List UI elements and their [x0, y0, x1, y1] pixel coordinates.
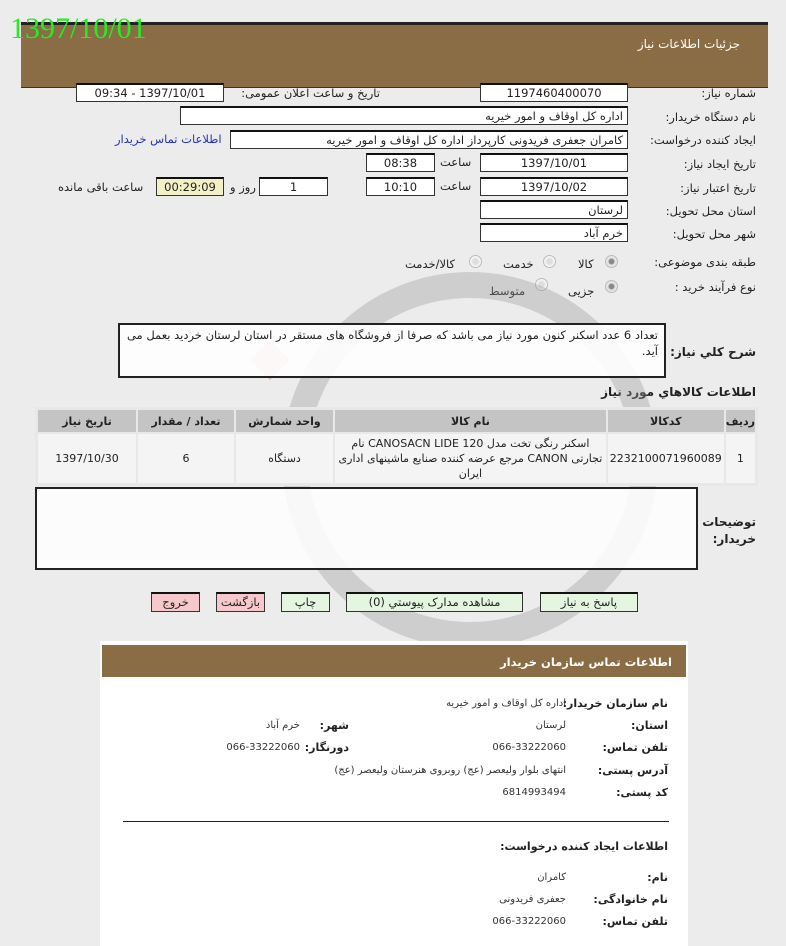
col-qty: تعداد / مقدار	[137, 409, 235, 433]
buyer-contact-card	[100, 641, 688, 946]
date-stamp: 1397/10/01	[10, 12, 147, 45]
category-radio-both[interactable]	[469, 255, 482, 268]
days-label: روز و	[230, 180, 256, 194]
phone-label: تلفن تماس:	[602, 741, 668, 754]
process-label: نوع فرآیند خرید :	[674, 280, 756, 294]
buyer-contact-link[interactable]: اطلاعات تماس خریدار	[115, 132, 222, 146]
creator-phone-value: 066-33222060	[492, 916, 566, 927]
category-option-goods: کالا	[578, 257, 594, 271]
col-code: کدکالا	[607, 409, 725, 433]
contact-card-title: اطلاعات تماس سازمان خریدار	[102, 645, 686, 677]
public-date-field: 1397/10/01 - 09:34	[76, 83, 224, 102]
print-button[interactable]: چاپ	[281, 592, 330, 612]
creator-phone-label: تلفن تماس:	[602, 915, 668, 928]
create-time-label: ساعت	[440, 155, 472, 169]
category-label: طبقه بندی موضوعی:	[654, 255, 756, 269]
category-radio-goods[interactable]	[605, 255, 618, 268]
cell-name: اسکنر رنگی تخت مدل CANOSACN LIDE 120 نام تجارتی CANON مرجع عرضه کننده صنایع ماشینهای اداری ایران	[334, 433, 607, 484]
cell-date: 1397/10/30	[37, 433, 137, 484]
create-time-field: 08:38	[366, 153, 435, 172]
family-value: جعفری فریدونی	[499, 894, 566, 905]
reply-button[interactable]: پاسخ به نیاز	[540, 592, 638, 612]
goods-section-title: اطلاعات كالاهاي مورد نیاز	[601, 385, 756, 399]
category-radio-service[interactable]	[543, 255, 556, 268]
creator-label: ایجاد کننده درخواست:	[650, 133, 756, 147]
page-title: جزئیات اطلاعات نیاز	[637, 37, 740, 51]
need-number-label: شماره نیاز:	[701, 86, 756, 100]
col-unit: واحد شمارش	[235, 409, 334, 433]
address-label: آدرس پستی:	[597, 764, 668, 777]
postal-label: کد پستی:	[616, 786, 668, 799]
buyer-notes-label: توضیحات خریدار:	[702, 515, 756, 546]
goods-table-wrap	[35, 407, 758, 486]
remaining-time-field: 00:29:09	[156, 177, 224, 196]
col-date: تاریخ نیاز	[37, 409, 137, 433]
province-value: لرستان	[535, 720, 566, 731]
valid-date-field: 1397/10/02	[480, 177, 628, 196]
org-label: نام سازمان خریدار:	[562, 697, 668, 710]
col-name: نام کالا	[334, 409, 607, 433]
name-value: کامران	[537, 872, 566, 883]
category-option-service: خدمت	[503, 257, 534, 271]
remaining-label: ساعت باقی مانده	[58, 180, 144, 194]
cell-qty: 6	[137, 433, 235, 484]
city-field: خرم آباد	[480, 223, 628, 242]
creator-field: کامران جعفری فریدونی کارپرداز اداره کل اوقاف و امور خیریه	[230, 130, 628, 149]
province-label: استان:	[631, 719, 668, 732]
phone-value: 066-33222060	[492, 742, 566, 753]
postal-value: 6814993494	[502, 787, 566, 798]
valid-time-label: ساعت	[440, 179, 472, 193]
fax-label: دورنگار:	[304, 741, 349, 754]
family-label: نام خانوادگی:	[593, 893, 668, 906]
table-row	[37, 433, 756, 484]
divider	[123, 821, 669, 822]
fax-value: 066-33222060	[226, 742, 300, 753]
org-value: اداره کل اوقاف و امور خیریه	[446, 698, 566, 709]
province-field: لرستان	[480, 200, 628, 219]
process-option-minor: جزیی	[568, 284, 595, 298]
goods-table	[36, 408, 757, 485]
description-label: شرح کلي نیاز:	[670, 345, 756, 359]
process-option-medium: متوسط	[489, 284, 526, 298]
address-value: انتهای بلوار ولیعصر (عج) روبروی هنرستان ولیعصر (عج)	[334, 765, 566, 776]
city-value: خرم آباد	[265, 720, 300, 731]
buyer-org-label: نام دستگاه خریدار:	[665, 110, 756, 124]
province-label: استان محل تحویل:	[665, 204, 756, 218]
table-header-row	[37, 409, 756, 433]
cell-row: 1	[725, 433, 756, 484]
col-row: ردیف	[725, 409, 756, 433]
buyer-org-field: اداره کل اوقاف و امور خیریه	[180, 106, 628, 125]
create-date-label: تاریخ ایجاد نیاز:	[683, 157, 756, 171]
cell-code: 2232100071960089	[607, 433, 725, 484]
cell-unit: دستگاه	[235, 433, 334, 484]
city-label: شهر محل تحویل:	[672, 227, 756, 241]
valid-date-label: تاریخ اعتبار نیاز:	[680, 181, 756, 195]
city-label: شهر:	[319, 719, 349, 732]
public-date-label: تاریخ و ساعت اعلان عمومی:	[241, 86, 380, 100]
create-date-field: 1397/10/01	[480, 153, 628, 172]
back-button[interactable]: بازگشت	[216, 592, 265, 612]
buyer-notes-textarea[interactable]	[35, 487, 698, 570]
valid-time-field: 10:10	[366, 177, 435, 196]
name-label: نام:	[647, 871, 668, 884]
creator-section-title: اطلاعات ایجاد کننده درخواست:	[500, 840, 668, 853]
category-option-both: کالا/خدمت	[405, 257, 456, 271]
days-field: 1	[259, 177, 328, 196]
attachments-button[interactable]: مشاهده مدارک پیوستي (0)	[346, 592, 523, 612]
description-textarea[interactable]: تعداد 6 عدد اسکنر کنون مورد نیاز می باشد که صرفا از فروشگاه های مستقر در استان لرستان خردید بعمل می آید.	[118, 323, 666, 378]
need-number-field: 1197460400070	[480, 83, 628, 102]
exit-button[interactable]: خروج	[151, 592, 200, 612]
